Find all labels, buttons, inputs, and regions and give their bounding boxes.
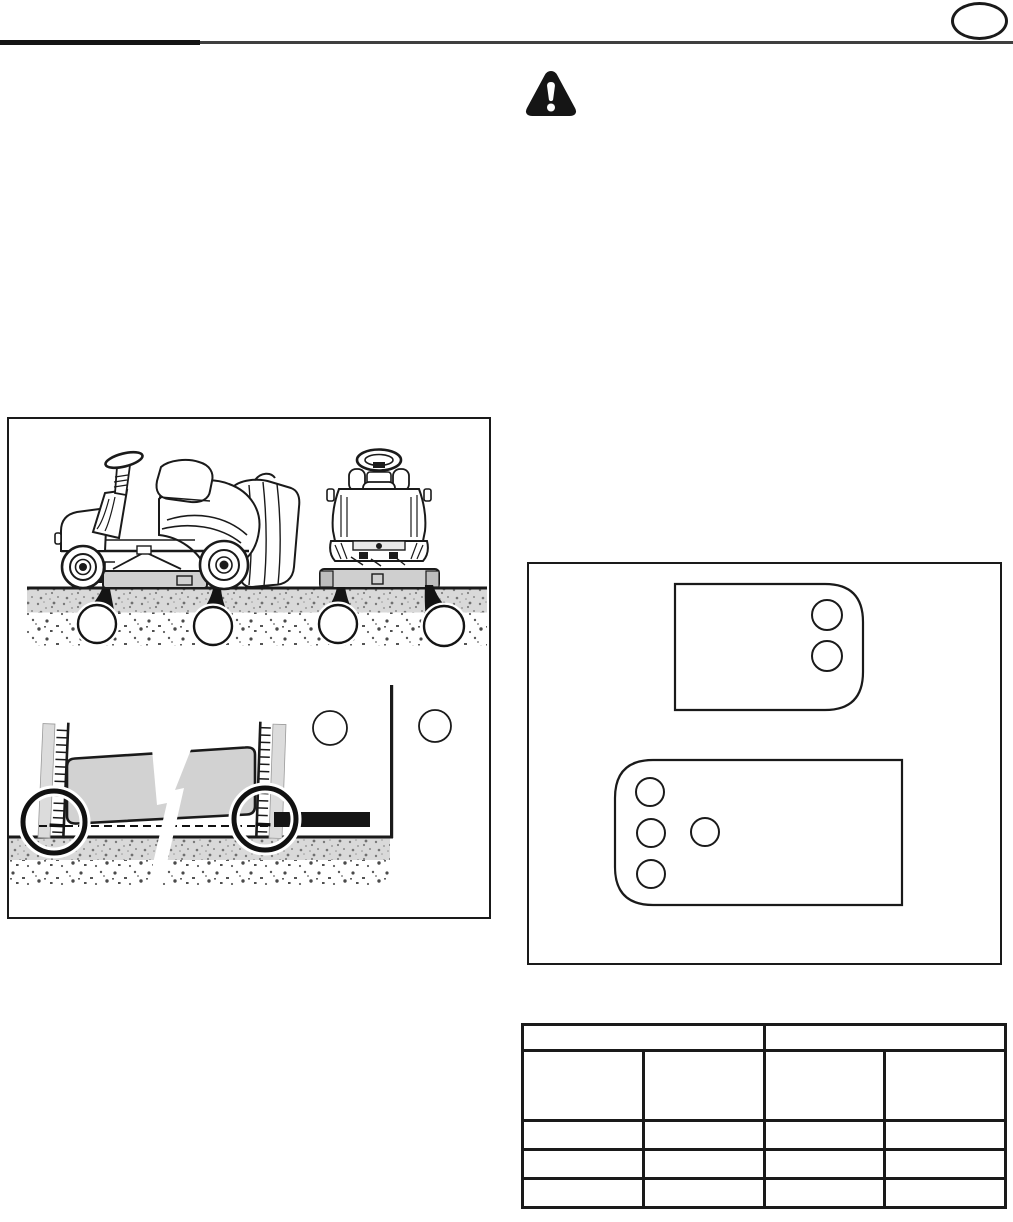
table-cell [764, 1150, 885, 1179]
header-rule-thick [0, 40, 200, 45]
mower-rear-view [320, 450, 439, 589]
plate-hole [637, 860, 665, 888]
table-cell [885, 1179, 1006, 1208]
plate-hole [812, 641, 842, 671]
detail-circle-2 [419, 710, 451, 742]
table-cell [643, 1179, 764, 1208]
figure-mower-leveling [7, 417, 491, 919]
table-cell [764, 1121, 885, 1150]
spec-table [521, 1023, 1007, 1209]
plate-hole [637, 819, 665, 847]
language-oval [951, 2, 1008, 40]
callout-circle-2 [194, 607, 232, 645]
rear-cutting-deck [320, 569, 439, 588]
callout-circle-3 [319, 605, 357, 643]
callout-circle-1 [78, 605, 116, 643]
table-header-row [523, 1025, 1006, 1051]
table-cell [885, 1150, 1006, 1179]
ruler-left [38, 722, 70, 839]
level-bar [274, 812, 370, 827]
rear-wheel [200, 541, 248, 589]
table-cell [885, 1051, 1006, 1121]
table-cell [643, 1121, 764, 1150]
table-header-cell [764, 1025, 1006, 1051]
table-row [523, 1179, 1006, 1208]
table-cell [523, 1150, 644, 1179]
front-wheel [62, 546, 104, 588]
table-cell [764, 1179, 885, 1208]
table-row [523, 1051, 1006, 1121]
table-row [523, 1121, 1006, 1150]
plate-hole [691, 818, 719, 846]
table-cell [523, 1179, 644, 1208]
table-cell [885, 1121, 1006, 1150]
table-cell [643, 1051, 764, 1121]
upper-plate [675, 584, 863, 710]
table-header-cell [523, 1025, 765, 1051]
table-cell [523, 1121, 644, 1150]
wall-line [390, 685, 393, 838]
callout-circle-4 [424, 606, 464, 646]
mower-side-view [55, 449, 299, 589]
lower-plate [615, 760, 902, 905]
figure-adjustment-plates [527, 562, 1002, 965]
side-cutting-deck [98, 562, 207, 588]
alert-triangle-icon [525, 69, 577, 117]
table-cell [643, 1150, 764, 1179]
plate-hole [636, 778, 664, 806]
table-cell [523, 1051, 644, 1121]
detail-circle-1 [313, 711, 347, 745]
deck-leveling-diagram [9, 685, 451, 885]
plate-hole [812, 600, 842, 630]
table-cell [764, 1051, 885, 1121]
table-row [523, 1150, 1006, 1179]
